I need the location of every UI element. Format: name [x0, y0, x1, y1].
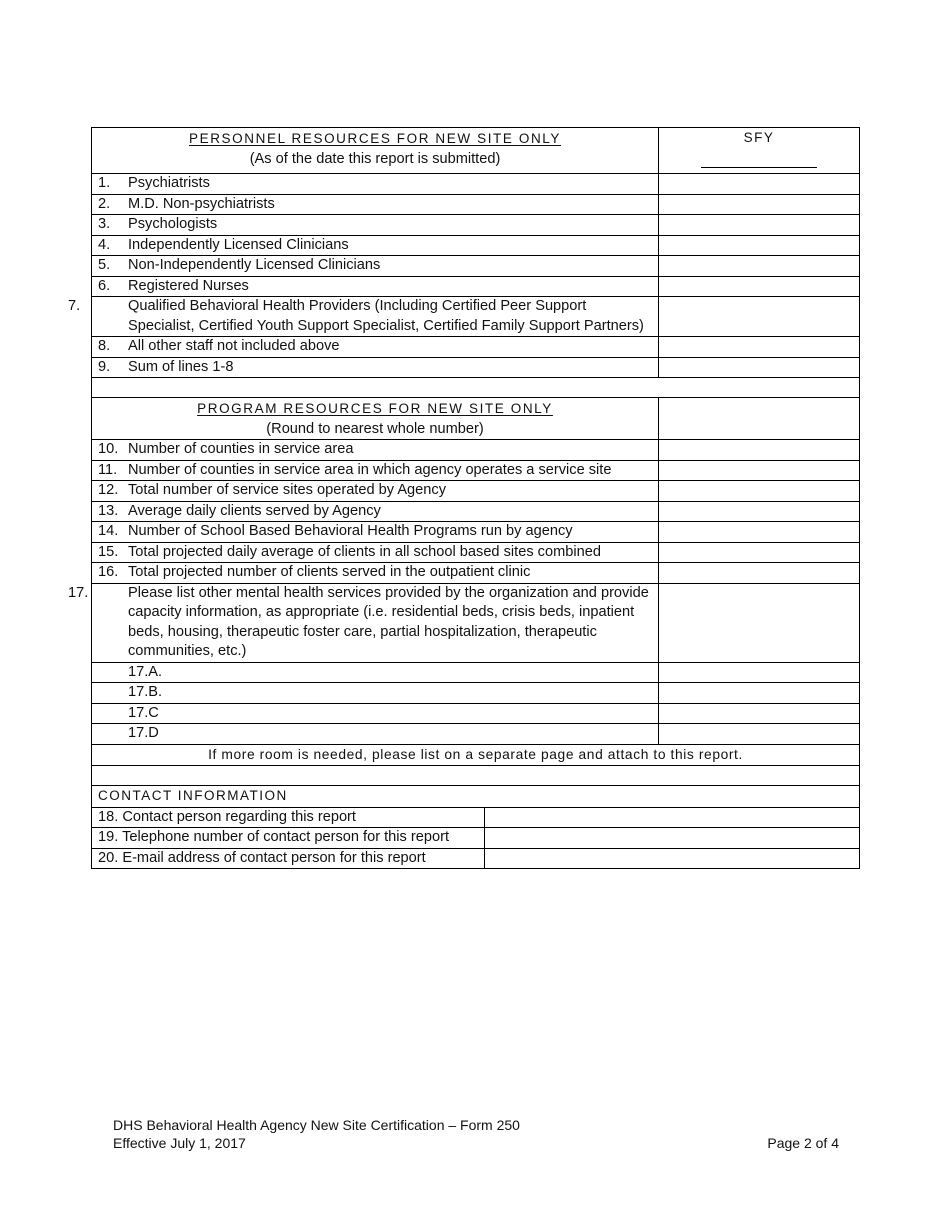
sub-item-label: 17.B.	[92, 683, 659, 704]
value-field[interactable]	[659, 703, 860, 724]
row-label: 13. Average daily clients served by Agency	[92, 501, 659, 522]
row-label: 6. Registered Nurses	[92, 276, 659, 297]
value-field[interactable]	[659, 522, 860, 543]
value-field[interactable]	[659, 662, 860, 683]
program-header-row	[92, 398, 860, 440]
table-row	[92, 460, 860, 481]
row-label: 16. Total projected number of clients served in the outpatient clinic	[92, 563, 659, 584]
value-field[interactable]	[659, 174, 860, 195]
value-field[interactable]	[659, 357, 860, 378]
contact-section-title: CONTACT INFORMATION	[98, 788, 288, 803]
program-header-value-cell	[659, 398, 860, 440]
table-row	[92, 276, 860, 297]
row-label: 4. Independently Licensed Clinicians	[92, 235, 659, 256]
table-row	[92, 501, 860, 522]
personnel-header-row	[92, 128, 860, 174]
value-field[interactable]	[659, 256, 860, 277]
table-row	[92, 256, 860, 277]
value-field[interactable]	[659, 481, 860, 502]
value-field[interactable]	[659, 542, 860, 563]
footer-page-number: Page 2 of 4	[767, 1135, 839, 1151]
table-row	[92, 297, 860, 337]
row-label: 10. Number of counties in service area	[92, 440, 659, 461]
resources-form-table	[68, 127, 860, 869]
contact-header-cell	[92, 786, 860, 808]
sfy-header-cell	[659, 128, 860, 174]
row-label: 15. Total projected daily average of clients in all school based sites combined	[92, 542, 659, 563]
value-field[interactable]	[659, 724, 860, 745]
telephone-field[interactable]	[485, 828, 860, 849]
footer-form-name: DHS Behavioral Health Agency New Site Certification – Form 250	[113, 1117, 520, 1133]
table-row	[92, 583, 860, 662]
contact-label: 18. Contact person regarding this report	[92, 807, 485, 828]
personnel-section-title: PERSONNEL RESOURCES FOR NEW SITE ONLY	[189, 131, 562, 146]
table-row	[92, 848, 860, 869]
contact-header-row	[92, 786, 860, 808]
table-row	[92, 542, 860, 563]
value-field[interactable]	[659, 460, 860, 481]
row-label: 7. Qualified Behavioral Health Providers (Including Certified Peer Support Specialist, Certified Youth Support Specialist, Certified Family Support Partners)	[92, 297, 659, 337]
note-row	[92, 744, 860, 766]
table-row	[92, 807, 860, 828]
value-field[interactable]	[659, 501, 860, 522]
page-footer	[113, 1116, 839, 1152]
email-field[interactable]	[485, 848, 860, 869]
table-row	[92, 174, 860, 195]
table-row	[92, 194, 860, 215]
contact-label: 19. Telephone number of contact person for this report	[92, 828, 485, 849]
footer-effective-date: Effective July 1, 2017	[113, 1135, 246, 1151]
spacer-row	[92, 766, 860, 786]
sfy-year-field[interactable]	[701, 153, 817, 168]
table-row	[92, 481, 860, 502]
table-row	[92, 683, 860, 704]
row-label: 5. Non-Independently Licensed Clinicians	[92, 256, 659, 277]
attach-note: If more room is needed, please list on a separate page and attach to this report.	[208, 746, 743, 762]
row-label: 11. Number of counties in service area in which agency operates a service site	[92, 460, 659, 481]
sub-item-label: 17.C	[92, 703, 659, 724]
value-field[interactable]	[659, 276, 860, 297]
value-field[interactable]	[659, 194, 860, 215]
table-row	[92, 662, 860, 683]
table-row	[92, 235, 860, 256]
value-field[interactable]	[659, 337, 860, 358]
row-label: 17. Please list other mental health services provided by the organization and provide capacity information, as appropriate (i.e. residential beds, crisis beds, inpatient beds, housing, therapeutic foster care, partial hospitalization, therapeutic communities, etc.)	[92, 583, 659, 662]
value-field[interactable]	[659, 683, 860, 704]
value-field[interactable]	[659, 297, 860, 337]
table-row	[92, 215, 860, 236]
table-row	[92, 440, 860, 461]
value-field[interactable]	[659, 583, 860, 662]
value-field[interactable]	[659, 440, 860, 461]
sub-item-label: 17.A.	[92, 662, 659, 683]
sub-item-label: 17.D	[92, 724, 659, 745]
program-section-subtitle: (Round to nearest whole number)	[266, 420, 484, 437]
table-row	[92, 563, 860, 584]
personnel-section-subtitle: (As of the date this report is submitted)	[249, 150, 501, 167]
note-cell	[92, 744, 860, 766]
row-label: 14. Number of School Based Behavioral Health Programs run by agency	[92, 522, 659, 543]
contact-person-field[interactable]	[485, 807, 860, 828]
row-label: 1. Psychiatrists	[92, 174, 659, 195]
row-label: 8. All other staff not included above	[92, 337, 659, 358]
table-row	[92, 828, 860, 849]
value-field[interactable]	[659, 563, 860, 584]
program-section-title: PROGRAM RESOURCES FOR NEW SITE ONLY	[197, 401, 553, 416]
row-label: 2. M.D. Non-psychiatrists	[92, 194, 659, 215]
table-row	[92, 703, 860, 724]
sfy-label: SFY	[743, 130, 775, 145]
spacer-row	[92, 378, 860, 398]
row-label: 9. Sum of lines 1-8	[92, 357, 659, 378]
value-field[interactable]	[659, 235, 860, 256]
row-label: 12. Total number of service sites operated by Agency	[92, 481, 659, 502]
table-row	[92, 522, 860, 543]
personnel-header-cell	[92, 128, 659, 174]
table-row	[92, 337, 860, 358]
program-header-cell	[92, 398, 659, 440]
value-field[interactable]	[659, 215, 860, 236]
table-row	[92, 357, 860, 378]
contact-label: 20. E-mail address of contact person for this report	[92, 848, 485, 869]
row-label: 3. Psychologists	[92, 215, 659, 236]
table-row	[92, 724, 860, 745]
